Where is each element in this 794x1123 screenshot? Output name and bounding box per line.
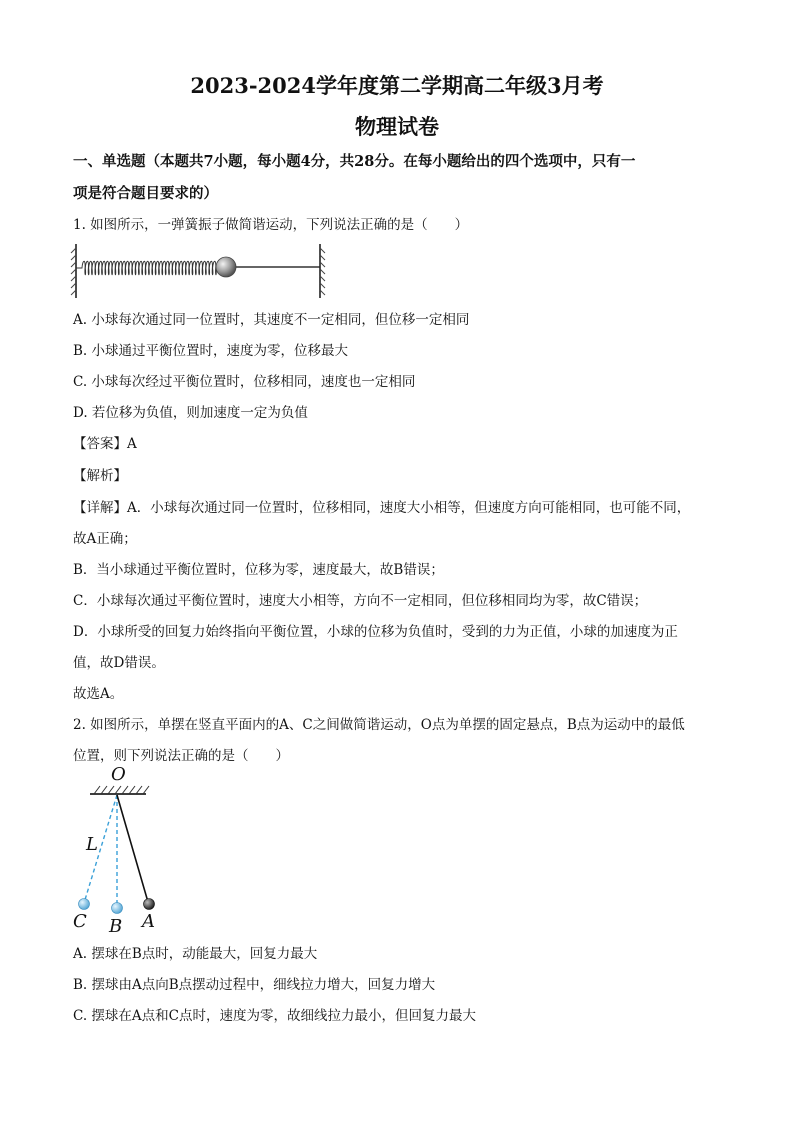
ceiling-support [90,786,149,794]
oscillator-ball [216,257,236,277]
q1-detail-line1: 【详解】A．小球每次通过同一位置时，位移相同，速度大小相等，但速度方向可能相同，也可能不同， [73,500,691,516]
label-l: L [86,834,98,855]
q1-detail-line3: B．当小球通过平衡位置时，位移为零，速度最大，故B错误； [73,562,444,578]
label-o: O [111,764,126,785]
ball-b [112,903,123,914]
section-heading-line2: 项是符合题目要求的） [73,185,218,202]
q1-answer: 【答案】A [73,436,137,452]
q1-analysis-label: 【解析】 [73,468,127,484]
ball-c [79,899,90,910]
q1-detail-line7: 故选A。 [73,686,124,702]
pendulum-figure [70,766,180,936]
section-heading-line1: 一、单选题（本题共7小题，每小题4分，共28分。在每小题给出的四个选项中，只有一 [73,153,636,170]
exam-title: 2023-2024学年度第二学期高二年级3月考 [190,73,604,98]
q1-option-b: B. 小球通过平衡位置时，速度为零，位移最大 [73,343,349,359]
subject-title: 物理试卷 [355,114,439,139]
q1-detail-line5: D．小球所受的回复力始终指向平衡位置，小球的位移为负值时，受到的力为正值，小球的加速度为正 [73,624,678,640]
q1-option-d: D. 若位移为负值，则加速度一定为负值 [73,405,308,421]
q2-option-a: A. 摆球在B点时，动能最大，回复力最大 [73,946,318,962]
label-a: A [142,911,155,932]
spring-oscillator-figure [70,242,330,300]
left-wall [71,244,76,298]
ball-a [144,899,155,910]
q2-stem-line1: 2. 如图所示，单摆在竖直平面内的A、C之间做简谐运动，O点为单摆的固定悬点，B点为运动中的最低 [73,717,685,733]
q1-option-a: A. 小球每次通过同一位置时，其速度不一定相同，但位移一定相同 [73,312,470,328]
label-b: B [109,916,123,937]
q2-option-c: C. 摆球在A点和C点时，速度为零，故细线拉力最小，但回复力最大 [73,1008,477,1024]
right-wall [320,244,325,298]
q1-detail-line2: 故A正确； [73,531,137,547]
q2-stem-line2: 位置，则下列说法正确的是（ ） [73,748,289,764]
q1-option-c: C. 小球每次经过平衡位置时，位移相同，速度也一定相同 [73,374,416,390]
label-c: C [73,911,87,932]
q1-detail-line6: 值，故D错误。 [73,655,165,671]
q1-detail-line4: C．小球每次通过平衡位置时，速度大小相等，方向不一定相同，但位移相同均为零，故C错误； [73,593,648,609]
q1-stem: 1. 如图所示，一弹簧振子做简谐运动，下列说法正确的是（ ） [73,217,469,233]
q2-option-b: B. 摆球由A点向B点摆动过程中，细线拉力增大，回复力增大 [73,977,436,993]
string-to-a [117,795,148,902]
spring [76,261,216,275]
